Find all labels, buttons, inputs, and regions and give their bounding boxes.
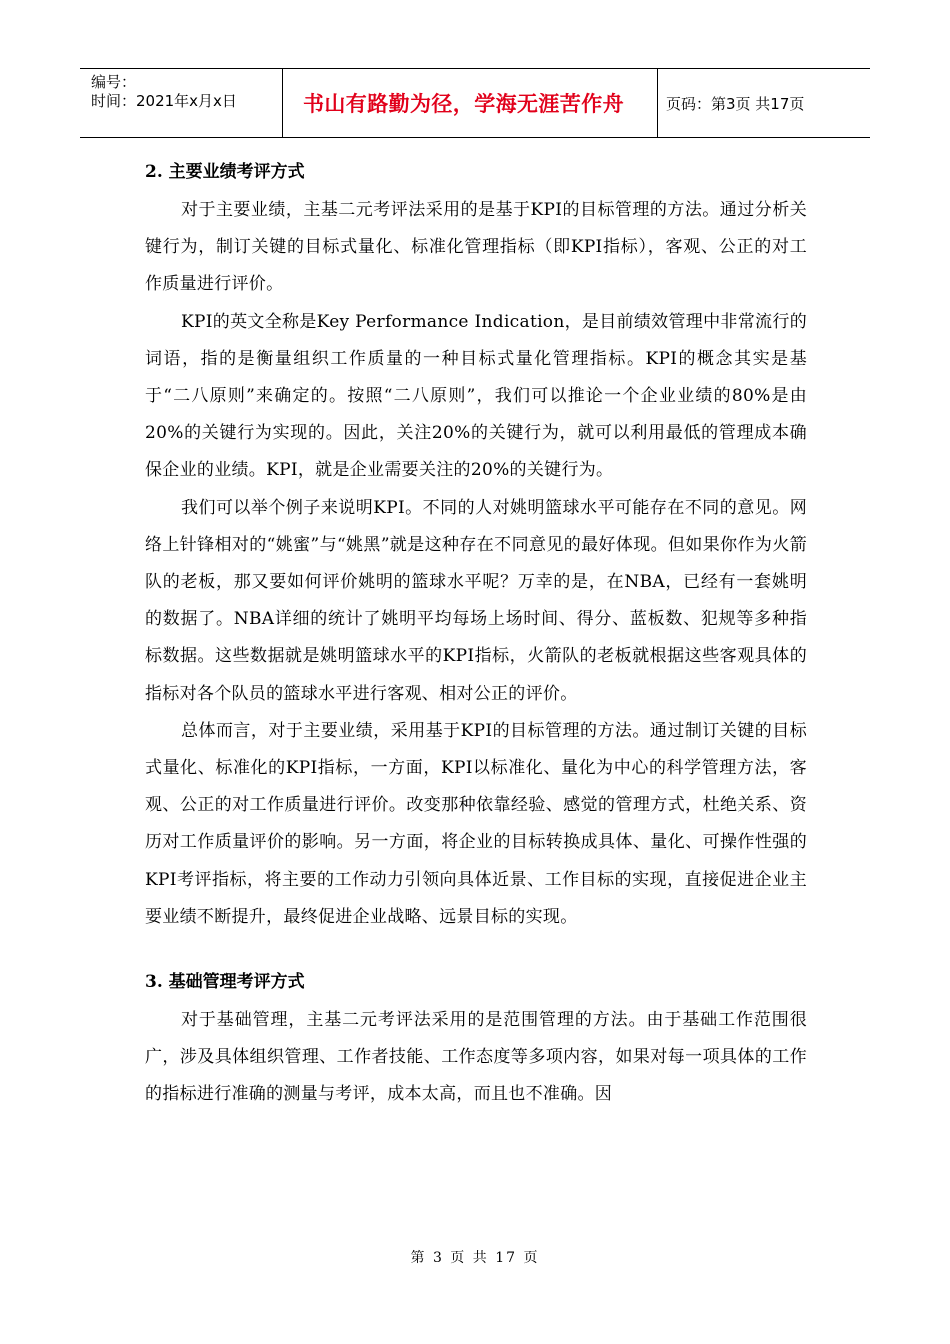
header-motto: 书山有路勤为径，学海无涯苦作舟 [303, 92, 624, 116]
body-paragraph: 总体而言，对于主要业绩，采用基于KPI的目标管理的方法。通过制订关键的目标式量化、标准化的KPI指标，一方面，KPI以标准化、量化为中心的科学管理方法，客观、公正的对工作质量进行评价。改变那种依靠经验、感觉的管理方式，杜绝关系、资历对工作质量评价的影响。另一方面，将企业的目标转换成具体、量化、可操作性强的KPI考评指标，将主要的工作动力引领向具体近景、工作目标的实现，直接促进企业主要业绩不断提升，最终促进企业战略、远景目标的实现。 [145, 720, 807, 927]
page-header [80, 68, 870, 138]
document-body [145, 152, 807, 1114]
section-heading: 3. 基础管理考评方式 [145, 972, 305, 993]
body-paragraph: 对于主要业绩，主基二元考评法采用的是基于KPI的目标管理的方法。通过分析关键行为，制订关键的目标式量化、标准化管理指标（即KPI指标），客观、公正的对工作质量进行评价。 [145, 200, 807, 295]
section-heading: 2. 主要业绩考评方式 [145, 162, 305, 182]
document-number-label: 编号： [91, 73, 137, 91]
section-spacer [145, 936, 807, 962]
document-date-label: 时间：2021年x月x日 [91, 92, 237, 110]
header-page-cell [658, 69, 870, 137]
header-motto-cell [282, 69, 658, 137]
page-footer: 第 3 页 共 17 页 [410, 1250, 540, 1266]
body-paragraph: 我们可以举个例子来说明KPI。不同的人对姚明篮球水平可能存在不同的意见。网络上针锋相对的“姚蜜”与“姚黑”就是这种存在不同意见的最好体现。但如果你作为火箭队的老板，那又要如何评价姚明的篮球水平呢？万幸的是，在NBA，已经有一套姚明的数据了。NBA详细的统计了姚明平均每场上场时间、得分、蓝板数、犯规等多种指标数据。这些数据就是姚明篮球水平的KPI指标，火箭队的老板就根据这些客观具体的指标对各个队员的篮球水平进行客观、相对公正的评价。 [145, 497, 807, 704]
header-info-cell [80, 69, 282, 137]
header-page-label: 页码：第3页 共17页 [666, 94, 805, 113]
body-paragraph: 对于基础管理，主基二元考评法采用的是范围管理的方法。由于基础工作范围很广，涉及具体组织管理、工作者技能、工作态度等多项内容，如果对每一项具体的工作的指标进行准确的测量与考评，成本太高，而且也不准确。因 [145, 1010, 807, 1105]
body-paragraph: KPI的英文全称是Key Performance Indication，是目前绩效管理中非常流行的词语，指的是衡量组织工作质量的一种目标式量化管理指标。KPI的概念其实是基于“二八原则”来确定的。按照“二八原则”，我们可以推论一个企业业绩的80%是由20%的关键行为实现的。因此，关注20%的关键行为，就可以利用最低的管理成本确保企业的业绩。KPI，就是企业需要关注的20%的关键行为。 [145, 311, 807, 481]
